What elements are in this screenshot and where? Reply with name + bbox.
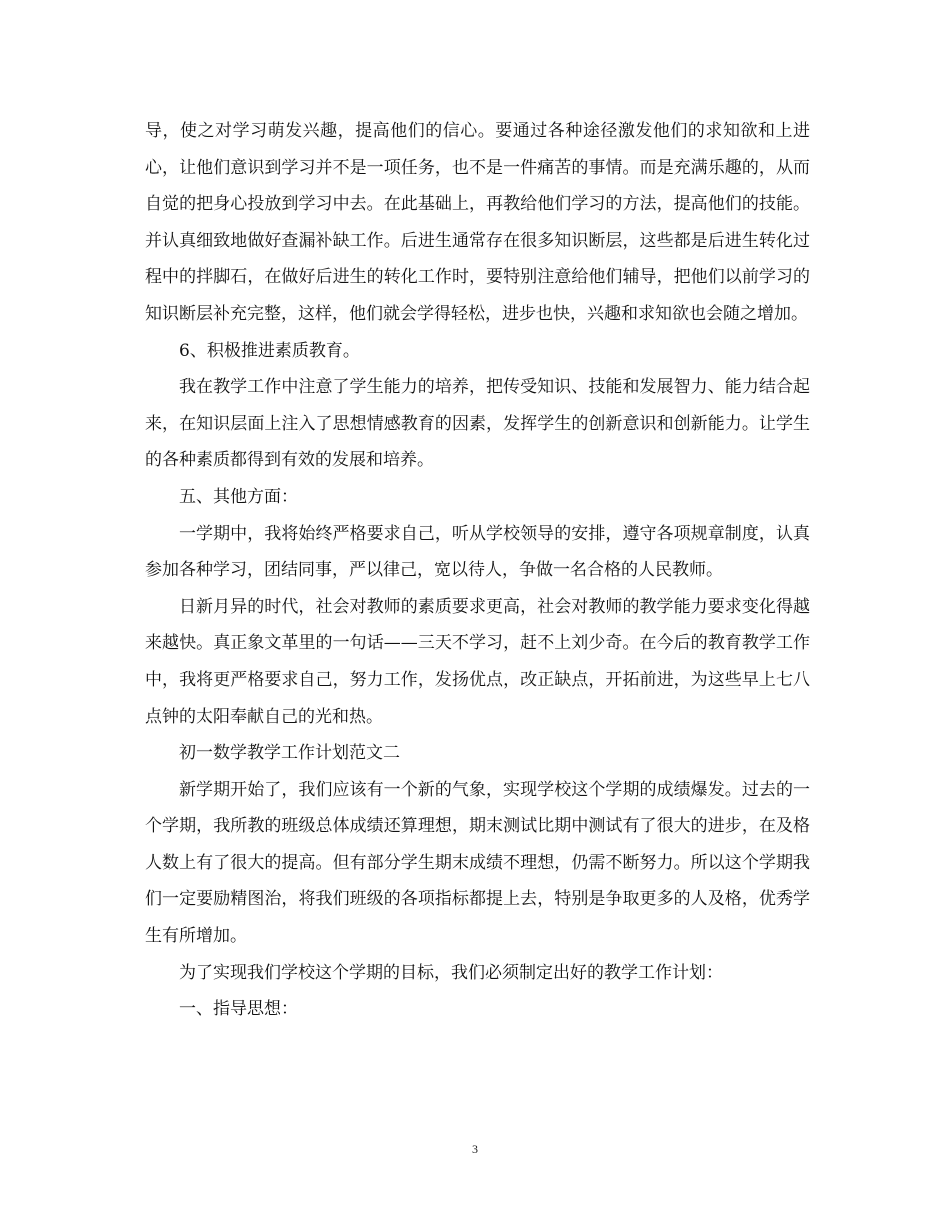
paragraph-1: 导，使之对学习萌发兴趣，提高他们的信心。要通过各种途径激发他们的求知欲和上进心，让他们意识到学习并不是一项任务，也不是一件痛苦的事情。而是充满乐趣的，从而自觉的把身心投放到学习中去。在此基础上，再教给他们学习的方法，提高他们的技能。并认真细致地做好查漏补缺工作。后进生通常存在很多知识断层，这些都是后进生转化过程中的拌脚石，在做好后进生的转化工作时，要特别注意给他们辅导，把他们以前学习的知识断层补充完整，这样，他们就会学得轻松，进步也快，兴趣和求知欲也会随之增加。 <box>145 121 810 324</box>
paragraph-9: 为了实现我们学校这个学期的目标，我们必须制定出好的教学工作计划： <box>179 962 723 983</box>
paragraph-3: 我在教学工作中注意了学生能力的培养，把传受知识、技能和发展智力、能力结合起来，在知识层面上注入了思想情感教育的因素，发挥学生的创新意识和创新能力。让学生的各种素质都得到有效的发展和培养。 <box>145 377 810 471</box>
body-text <box>145 113 810 1028</box>
paragraph-2: 6、积极推进素质教育。 <box>179 340 360 361</box>
page-number: 3 <box>472 1142 478 1156</box>
paragraph-4: 五、其他方面： <box>179 486 298 507</box>
paragraph-8: 新学期开始了，我们应该有一个新的气象，实现学校这个学期的成绩爆发。过去的一个学期，我所教的班级总体成绩还算理想，期末测试比期中测试有了很大的进步，在及格人数上有了很大的提高。但有部分学生期末成绩不理想，仍需不断努力。所以这个学期我们一定要励精图治，将我们班级的各项指标都提上去，特别是争取更多的人及格，优秀学生有所增加。 <box>145 779 810 947</box>
paragraph-6: 日新月异的时代，社会对教师的素质要求更高，社会对教师的教学能力要求变化得越来越快。真正象文革里的一句话——三天不学习，赶不上刘少奇。在今后的教育教学工作中，我将更严格要求自己，努力工作，发扬优点，改正缺点，开拓前进，为这些早上七八点钟的太阳奉献自己的光和热。 <box>145 596 810 727</box>
paragraph-5: 一学期中，我将始终严格要求自己，听从学校领导的安排，遵守各项规章制度，认真参加各种学习，团结同事，严以律己，宽以待人，争做一名合格的人民教师。 <box>145 523 810 581</box>
paragraph-10: 一、指导思想： <box>179 999 298 1020</box>
paragraph-7: 初一数学教学工作计划范文二 <box>179 743 400 764</box>
